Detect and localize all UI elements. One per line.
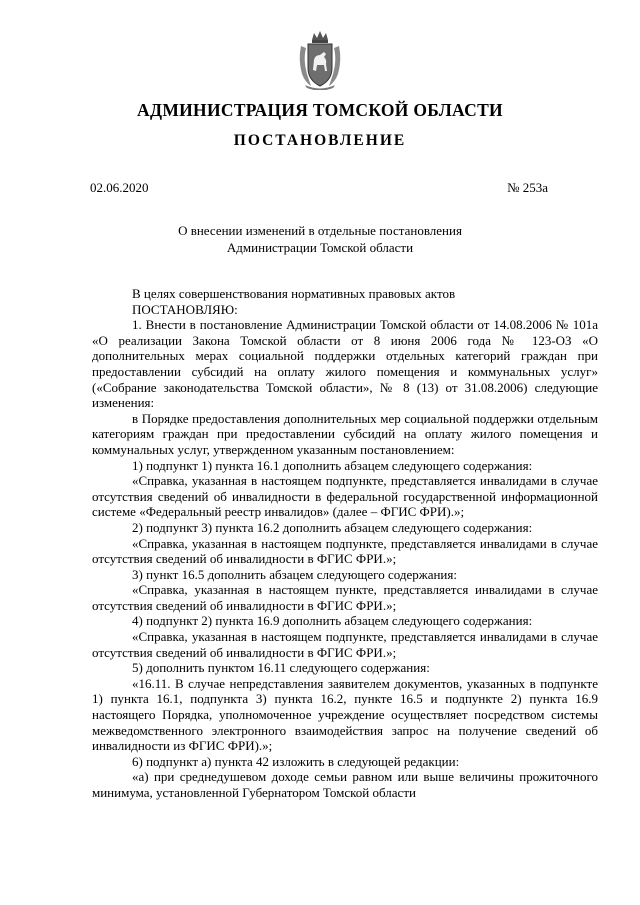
paragraph: «16.11. В случае непредставления заявителем документов, указанных в подпункте 1) пункта 16.1, подпункта 3) пункта 16.2, пункте 16.5 и подпункте 2) пункта 16.9 настоящего Порядка, уполномоченное учреждение осуществляет посредством системы межведомственного электронного взаимодействия запрос на получение сведений об инвалидности из ФГИС ФРИ).»; [92,675,598,754]
coat-of-arms-icon [297,30,343,90]
paragraph: 6) подпункт а) пункта 42 изложить в следующей редакции: [132,753,460,769]
document-date: 02.06.2020 [90,180,149,195]
preamble: В целях совершенствования нормативных правовых актов [132,286,456,301]
paragraph: в Порядке предоставления дополнительных мер социальной поддержки отдельным категориям граждан при предоставлении субсидий на оплату жилого помещения и коммунальных услуг, утвержденном указанным постановлением: [92,410,598,457]
subject-line: Администрации Томской области [226,240,414,255]
resolution-word: ПОСТАНОВЛЯЮ: [132,301,238,317]
paragraph: «Справка, указанная в настоящем подпункте, представляется инвалидами в случае отсутствия сведений об инвалидности в федеральной государственной информационной системе «Федеральный реестр инвалидов» (далее – ФГИС ФРИ).»; [92,473,598,520]
document-body [92,286,598,801]
document-type: ПОСТАНОВЛЕНИЕ [233,132,407,149]
paragraph: «Справка, указанная в настоящем подпункте, представляется инвалидами в случае отсутствия сведений об инвалидности в ФГИС ФРИ.»; [92,629,598,660]
paragraph: 5) дополнить пунктом 16.11 следующего содержания: [132,660,430,676]
paragraph: 3) пункт 16.5 дополнить абзацем следующего содержания: [132,566,457,582]
paragraph: 1) подпункт 1) пункта 16.1 дополнить абзацем следующего содержания: [132,457,533,473]
paragraph: «Справка, указанная в настоящем пункте, представляется инвалидами в случае отсутствия сведений об инвалидности в ФГИС ФРИ.»; [92,582,598,613]
paragraph: 1. Внести в постановление Администрации Томской области от 14.08.2006 № 101а «О реализации Закона Томской области от 8 июня 2006 года № 123-ОЗ «О дополнительных мерах социальной поддержки отдельных категорий граждан при предоставлении субсидий на оплату жилого помещения и коммунальных услуг» («Собрание законодательства Томской области», № 8 (13) от 31.08.2006) следующие изменения: [92,317,598,411]
document-number: № 253а [507,180,548,195]
paragraph: «а) при среднедушевом доходе семьи равном или выше величины прожиточного минимума, установленной Губернатором Томской области [92,769,598,800]
paragraph: «Справка, указанная в настоящем подпункте, представляется инвалидами в случае отсутствия сведений об инвалидности в ФГИС ФРИ.»; [92,535,598,567]
document-subject [0,222,640,256]
paragraph: 4) подпункт 2) пункта 16.9 дополнить абзацем следующего содержания: [132,613,533,629]
organization-title: АДМИНИСТРАЦИЯ ТОМСКОЙ ОБЛАСТИ [137,100,503,120]
subject-line: О внесении изменений в отдельные постановления [178,223,462,238]
paragraph: 2) подпункт 3) пункта 16.2 дополнить абзацем следующего содержания: [132,519,533,535]
